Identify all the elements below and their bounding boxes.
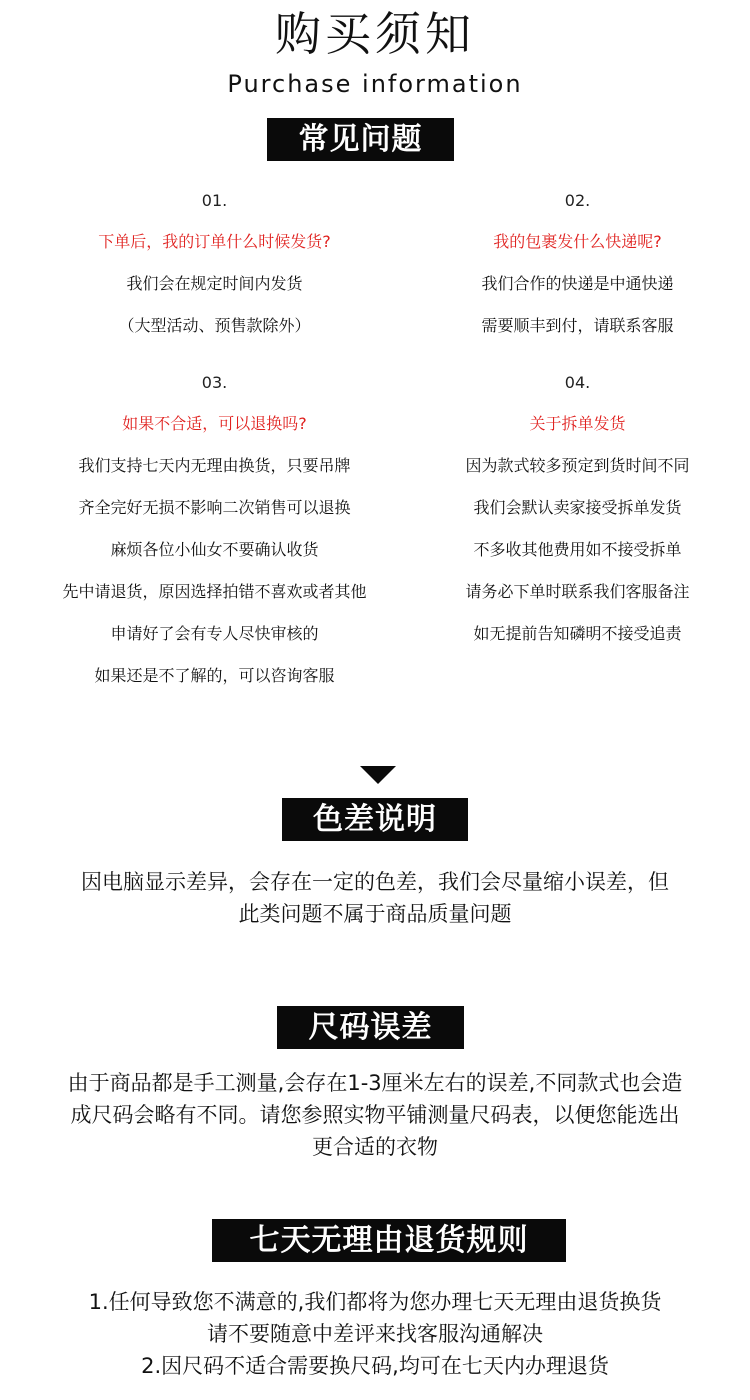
faq-item-01	[27, 190, 402, 350]
faq-answer-line: 我们支持七天内无理由换货，只要吊牌	[78, 456, 351, 475]
faq-answer-line: 申请好了会有专人尽快审核的	[110, 624, 319, 643]
page-title: 购买须知	[275, 7, 475, 61]
size-error-text-line: 成尺码会略有不同。请您参照实物平铺测量尺码表，以便您能选出	[70, 1103, 680, 1127]
faq-number: 04.	[564, 373, 591, 392]
faq-question: 下单后，我的订单什么时候发货?	[98, 232, 331, 251]
faq-number: 02.	[564, 191, 591, 210]
faq-answer-line: 需要顺丰到付，请联系客服	[481, 316, 674, 335]
size-error-text-line: 由于商品都是手工测量,会存在1-3厘米左右的误差,不同款式也会造	[67, 1071, 683, 1095]
faq-question: 我的包裹发什么快递呢?	[493, 232, 662, 251]
faq-answer-line: （大型活动、预售款除外）	[118, 316, 311, 335]
return-policy-text-line: 2.因尺码不适合需要换尺码,均可在七天内办理退货	[141, 1354, 609, 1378]
color-difference-text-line: 此类问题不属于商品质量问题	[238, 902, 512, 926]
faq-answer-line: 我们合作的快递是中通快递	[481, 274, 674, 293]
faq-section-label: 常见问题	[267, 118, 454, 161]
faq-question: 如果不合适，可以退换吗?	[122, 414, 307, 433]
return-policy-text-line: 请不要随意中差评来找客服沟通解决	[207, 1322, 543, 1346]
size-error-label: 尺码误差	[277, 1006, 464, 1049]
faq-answer-line: 我们会默认卖家接受拆单发货	[473, 498, 682, 517]
faq-item-03	[27, 372, 402, 692]
color-difference-text-line: 因电脑显示差异，会存在一定的色差，我们会尽量缩小误差，但	[81, 870, 669, 894]
faq-answer-line: 齐全完好无损不影响二次销售可以退换	[78, 498, 351, 517]
page-subtitle: Purchase information	[227, 70, 523, 98]
color-difference-label: 色差说明	[282, 798, 468, 841]
return-policy-label: 七天无理由退货规则	[212, 1219, 566, 1262]
faq-number: 01.	[201, 191, 228, 210]
faq-answer-line: 请务必下单时联系我们客服备注	[465, 582, 690, 601]
faq-answer-line: 因为款式较多预定到货时间不同	[465, 456, 690, 475]
return-policy-text-line: 1.任何导致您不满意的,我们都将为您办理七天无理由退货换货	[88, 1290, 662, 1314]
faq-number: 03.	[201, 373, 228, 392]
faq-item-04	[390, 372, 750, 652]
size-error-text-line: 更合适的衣物	[312, 1135, 438, 1159]
faq-answer-line: 如无提前告知磷明不接受追责	[473, 624, 682, 643]
faq-answer-line: 先中请退货，原因选择拍错不喜欢或者其他	[62, 582, 367, 601]
faq-question: 关于拆单发货	[529, 414, 626, 433]
faq-answer-line: 不多收其他费用如不接受拆单	[473, 540, 682, 559]
faq-answer-line: 如果还是不了解的，可以咨询客服	[94, 666, 335, 685]
faq-answer-line: 我们会在规定时间内发货	[126, 274, 303, 293]
faq-item-02	[390, 190, 750, 350]
faq-answer-line: 麻烦各位小仙女不要确认收货	[110, 540, 319, 559]
down-triangle-icon	[360, 766, 396, 784]
